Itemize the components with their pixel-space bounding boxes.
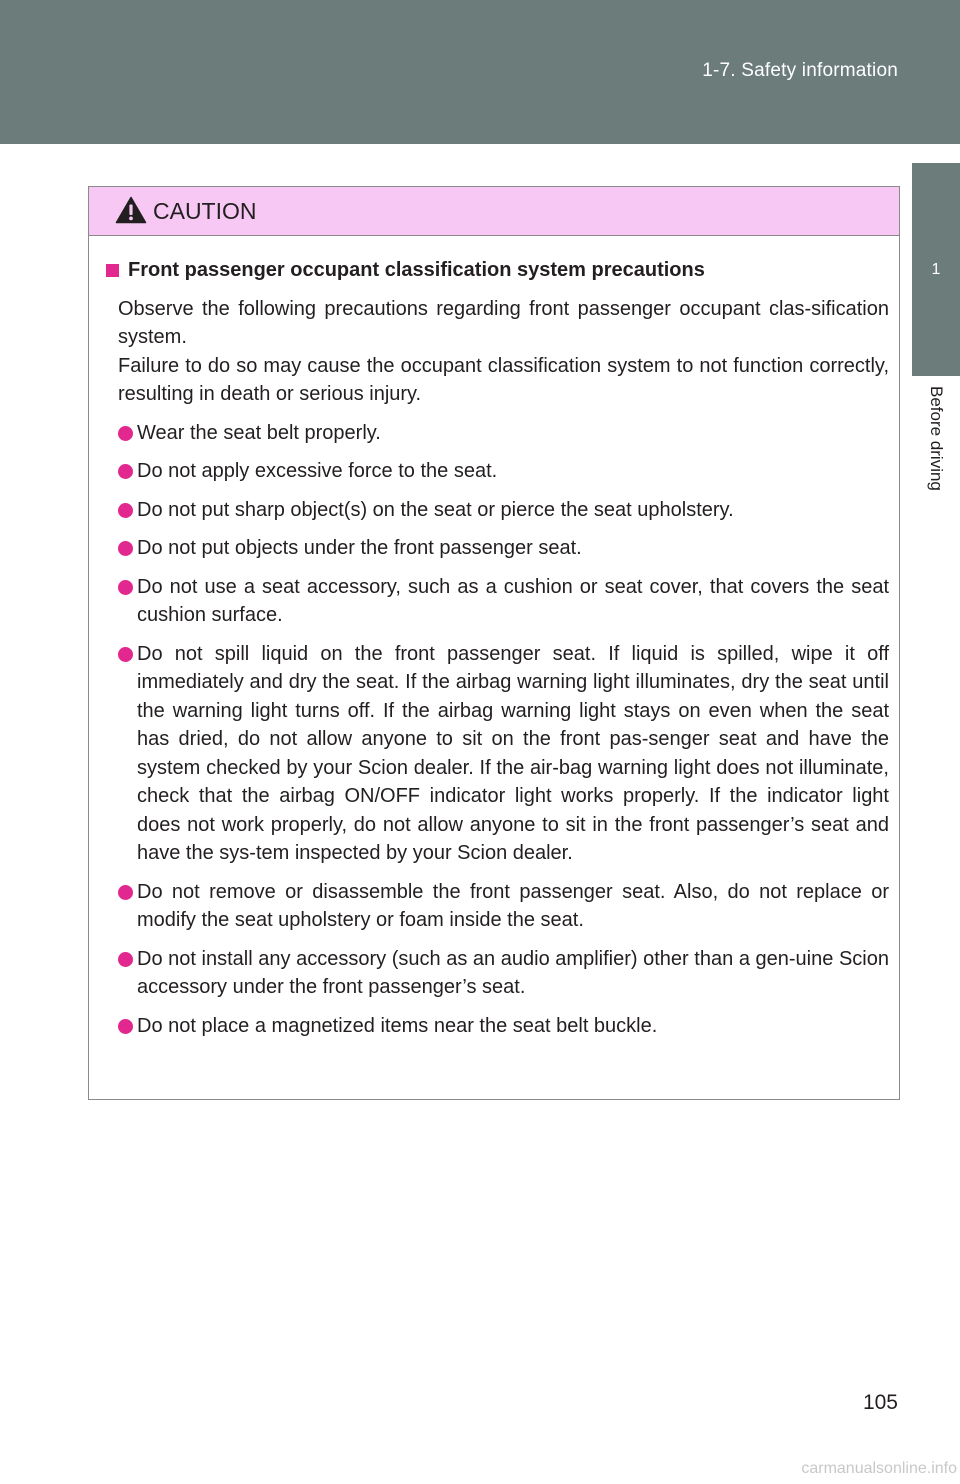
square-bullet-icon [106,264,119,277]
chapter-label: Before driving [927,386,946,491]
section-title: 1-7. Safety information [702,60,898,81]
chapter-label-wrap [912,376,960,596]
dot-bullet-icon [118,1019,133,1034]
list-item-text: Do not install any accessory (such as an audio amplifier) other than a gen-uine Scion accessory under the front passenger’s seat. [137,947,889,998]
caution-header [89,187,899,236]
section-heading-text: Front passenger occupant classification system precautions [128,259,705,281]
warning-triangle-icon [115,196,147,224]
list-item-text: Do not apply excessive force to the seat. [137,460,498,482]
dot-bullet-icon [118,647,133,662]
list-item-text: Do not put objects under the front passenger seat. [137,537,582,559]
list-item [106,457,889,486]
list-item [106,945,889,1002]
list-item [106,1012,889,1041]
watermark-text: carmanualsonline.info [801,1460,957,1477]
list-item [106,573,889,630]
intro-text [118,295,889,409]
dot-bullet-icon [118,885,133,900]
page-header [0,0,960,144]
list-item [106,419,889,448]
dot-bullet-icon [118,426,133,441]
dot-bullet-icon [118,464,133,479]
list-item-text: Wear the seat belt properly. [137,421,381,444]
list-item [106,534,889,563]
dot-bullet-icon [118,503,133,518]
list-item-text: Do not place a magnetized items near the seat belt buckle. [137,1014,658,1037]
page-number: 105 [862,1391,898,1414]
list-item [106,496,889,525]
list-item-text: Do not spill liquid on the front passenger seat. If liquid is spilled, wipe it off immediately and dry the seat. If the airbag warning light illuminates, dry the seat until the warning light turns off. If the airbag warning light stays on even when the seat has dried, do not allow anyone to sit on the front pas-senger seat and have the system checked by your Scion dealer. If the air-bag warning light does not illuminate, check that the airbag ON/OFF indicator light works properly. If the indicator light does not work properly, do not allow anyone to sit in the front passenger’s seat and have the sys-tem inspected by your Scion dealer. [137,642,889,864]
list-item [106,640,889,868]
precaution-list [106,419,889,1041]
list-item-text: Do not use a seat accessory, such as a cushion or seat cover, that covers the seat cushion surface. [137,575,889,626]
intro-line: Observe the following precautions regarding front passenger occupant clas-sification system. [118,297,889,348]
dot-bullet-icon [118,580,133,595]
list-item-text: Do not put sharp object(s) on the seat or pierce the seat upholstery. [137,498,734,521]
chapter-side-tab [912,163,960,1484]
chapter-number: 1 [912,163,960,376]
list-item [106,878,889,935]
caution-box [88,186,900,1100]
intro-line: Failure to do so may cause the occupant classification system to not function correctly, resulting in death or serious injury. [118,354,889,405]
list-item-text: Do not remove or disassemble the front passenger seat. Also, do not replace or modify the seat upholstery or foam inside the seat. [137,880,889,931]
caution-title: CAUTION [153,198,257,224]
section-heading [106,256,889,285]
dot-bullet-icon [118,541,133,556]
dot-bullet-icon [118,952,133,967]
caution-body [89,236,899,1040]
